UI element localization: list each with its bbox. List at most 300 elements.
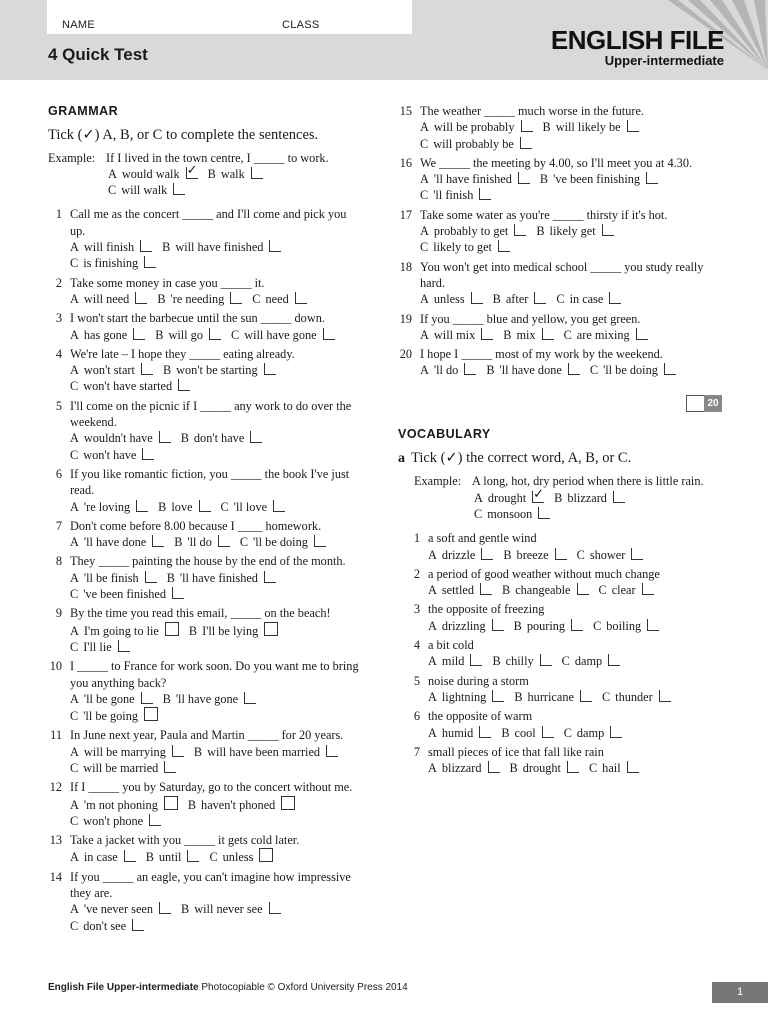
question-options <box>420 119 730 152</box>
footer-book-title: English File Upper-intermediate <box>48 982 199 993</box>
option-letter: C <box>598 583 607 598</box>
tick-box[interactable] <box>264 571 276 583</box>
answer-option <box>231 328 335 342</box>
question-options <box>428 689 730 705</box>
tick-box[interactable] <box>627 761 639 773</box>
option-letter: C <box>420 240 429 255</box>
question-item <box>40 398 360 463</box>
question-number: 4 <box>413 638 420 653</box>
answer-option <box>70 431 171 445</box>
option-text: will finish <box>83 240 135 255</box>
question-number: 17 <box>399 207 412 222</box>
tick-box[interactable] <box>186 161 198 179</box>
tick-box[interactable] <box>199 500 211 512</box>
tick-box[interactable] <box>133 328 145 340</box>
question-text: I _____ to France for work soon. Do you want me to bring you anything back? <box>70 659 359 690</box>
tick-box[interactable] <box>470 654 482 666</box>
tick-box[interactable] <box>141 363 153 375</box>
question-item <box>390 346 730 379</box>
option-text: 'll do <box>433 363 459 378</box>
tick-box[interactable] <box>481 548 493 560</box>
option-text: will need <box>83 291 130 306</box>
option-text: will walk <box>121 183 168 198</box>
tick-box[interactable] <box>514 224 526 236</box>
option-letter: C <box>70 918 79 933</box>
tick-box[interactable] <box>471 292 483 304</box>
answer-option <box>70 709 158 723</box>
tick-box[interactable] <box>642 583 654 595</box>
option-letter: B <box>492 654 501 669</box>
option-text: will be married <box>83 760 159 775</box>
tick-box[interactable] <box>251 167 263 179</box>
answer-option <box>420 328 493 342</box>
tick-box[interactable] <box>269 902 281 914</box>
answer-option <box>502 583 589 597</box>
question-options <box>420 291 730 307</box>
tick-box[interactable] <box>173 183 185 195</box>
answer-option <box>420 188 491 202</box>
question-options <box>70 499 360 515</box>
answer-option <box>189 624 278 638</box>
option-letter: B <box>207 166 216 181</box>
answer-option <box>70 745 184 759</box>
answer-option <box>70 640 130 654</box>
tick-box[interactable] <box>571 619 583 631</box>
question-item <box>40 310 360 343</box>
tick-box[interactable] <box>567 761 579 773</box>
question-options <box>70 362 360 395</box>
tick-box[interactable] <box>540 654 552 666</box>
option-letter: B <box>542 120 551 135</box>
tick-box[interactable] <box>532 485 545 503</box>
tick-box[interactable] <box>480 583 492 595</box>
answer-option <box>181 431 263 445</box>
tick-box[interactable] <box>492 690 504 702</box>
option-letter: B <box>492 292 501 307</box>
option-letter: A <box>70 902 79 917</box>
question-options <box>70 534 360 550</box>
answer-option <box>70 692 153 706</box>
tick-box[interactable] <box>580 690 592 702</box>
answer-option <box>70 256 156 270</box>
tick-box[interactable] <box>144 256 156 268</box>
tick-box[interactable] <box>187 850 199 862</box>
option-text: 're loving <box>83 499 131 514</box>
tick-box[interactable] <box>479 188 491 200</box>
question-number: 2 <box>55 275 62 290</box>
question-text: noise during a storm <box>428 673 529 688</box>
tick-box[interactable] <box>172 745 184 757</box>
answer-option <box>428 548 493 562</box>
tick-box[interactable] <box>627 120 639 132</box>
vocabulary-question-list <box>398 530 730 776</box>
answer-option <box>493 292 547 306</box>
option-letter: B <box>188 623 198 638</box>
option-letter: C <box>589 363 599 378</box>
option-text: 'll have gone <box>175 691 239 706</box>
answer-option <box>70 587 184 601</box>
tick-box[interactable] <box>538 507 550 519</box>
tick-box[interactable] <box>165 622 179 636</box>
option-text: 'll be gone <box>83 691 135 706</box>
tick-box[interactable] <box>659 690 671 702</box>
question-item <box>398 601 730 634</box>
tick-box[interactable] <box>273 500 285 512</box>
tick-box[interactable] <box>646 172 658 184</box>
question-item <box>398 530 730 563</box>
answer-option <box>420 292 483 306</box>
option-text: won't phone <box>83 813 144 828</box>
option-text: are mixing <box>576 327 630 342</box>
question-text: You won't get into medical school _____ you study really hard. <box>420 259 704 290</box>
option-letter: B <box>174 535 183 550</box>
name-class-bar <box>47 0 412 34</box>
question-item <box>398 566 730 599</box>
answer-option <box>221 500 286 514</box>
option-text: drizzle <box>441 547 476 562</box>
answer-option <box>514 690 592 704</box>
tick-box[interactable] <box>264 622 278 636</box>
option-letter: C <box>588 761 598 776</box>
tick-box[interactable] <box>159 902 171 914</box>
question-text: Take some water as you're _____ thirsty if it's hot. <box>420 207 668 222</box>
tick-box[interactable] <box>664 363 676 375</box>
question-item <box>390 155 730 204</box>
option-text: breeze <box>516 547 549 562</box>
option-letter: A <box>70 623 79 638</box>
option-letter: B <box>509 761 518 776</box>
tick-box[interactable] <box>145 571 157 583</box>
question-item <box>40 605 360 655</box>
question-options <box>70 691 360 725</box>
option-letter: A <box>420 172 429 187</box>
tick-box[interactable] <box>488 761 500 773</box>
tick-box[interactable] <box>164 796 178 810</box>
tick-box[interactable] <box>464 363 476 375</box>
tick-box[interactable] <box>218 535 230 547</box>
question-number: 5 <box>55 398 62 413</box>
question-text: By the time you read this email, _____ on the beach! <box>70 606 331 621</box>
tick-box[interactable] <box>602 224 614 236</box>
option-text: lightning <box>441 689 487 704</box>
option-letter: C <box>70 709 79 724</box>
question-number: 16 <box>399 155 412 170</box>
answer-option <box>174 535 230 549</box>
question-text: They _____ painting the house by the end of the month. <box>70 554 346 569</box>
option-letter: A <box>428 583 437 598</box>
tick-box[interactable] <box>631 548 643 560</box>
answer-option <box>577 548 644 562</box>
tick-box[interactable] <box>326 745 338 757</box>
vocab-example-label: Example: <box>414 474 462 489</box>
tick-box[interactable] <box>164 761 176 773</box>
option-letter: C <box>70 256 79 271</box>
option-letter: B <box>162 240 171 255</box>
option-letter: A <box>70 535 79 550</box>
option-letter: C <box>230 327 240 342</box>
score-total: 20 <box>704 395 722 412</box>
tick-box[interactable] <box>481 328 493 340</box>
question-text: I'll come on the picnic if I _____ any work to do over the weekend. <box>70 398 352 430</box>
tick-box[interactable] <box>178 379 190 391</box>
question-text: The weather _____ much worse in the future. <box>420 104 645 118</box>
option-letter: C <box>70 813 79 828</box>
question-text: In June next year, Paula and Martin _____ for 20 years. <box>70 728 344 743</box>
question-text: Take some money in case you _____ it. <box>70 275 265 290</box>
question-number: 10 <box>49 659 62 674</box>
option-text: unless <box>433 292 465 307</box>
tick-mark-icon: ✓ <box>186 161 198 177</box>
question-text: If you like romantic fiction, you _____ the book I've just read. <box>70 466 350 498</box>
answer-option <box>108 161 198 181</box>
option-letter: C <box>70 639 79 654</box>
answer-option <box>503 548 566 562</box>
vocab-example-options <box>472 485 730 523</box>
question-options <box>428 760 730 776</box>
tick-box[interactable] <box>118 640 130 652</box>
tick-box[interactable] <box>577 583 589 595</box>
answer-option <box>209 850 273 864</box>
option-letter: C <box>252 291 261 306</box>
option-letter: C <box>70 447 79 462</box>
tick-box[interactable] <box>140 240 152 252</box>
tick-box[interactable] <box>144 707 158 721</box>
answer-option <box>474 485 545 505</box>
answer-option <box>420 172 530 186</box>
tick-box[interactable] <box>568 363 580 375</box>
option-text: 'll have finished <box>179 570 258 585</box>
question-number: 6 <box>55 466 62 481</box>
tick-box[interactable] <box>647 619 659 631</box>
question-item <box>398 744 730 777</box>
option-letter: B <box>536 224 545 239</box>
option-letter: A <box>70 570 79 585</box>
option-text: damp <box>576 725 605 740</box>
tick-box[interactable] <box>521 120 533 132</box>
question-number: 7 <box>413 744 420 759</box>
option-letter: A <box>70 744 79 759</box>
question-number: 1 <box>413 531 420 546</box>
question-item <box>40 658 360 724</box>
tick-box[interactable] <box>141 692 153 704</box>
answer-option <box>70 814 161 828</box>
vocab-example-text: A long, hot, dry period when there is little rain. <box>472 474 704 489</box>
class-label: CLASS <box>282 19 320 31</box>
option-letter: B <box>503 327 512 342</box>
grammar-example <box>48 150 360 199</box>
question-item <box>40 779 360 829</box>
option-text: shower <box>589 547 626 562</box>
tick-box[interactable] <box>479 726 491 738</box>
tick-box[interactable] <box>492 619 504 631</box>
question-item <box>390 259 730 308</box>
option-text: until <box>158 850 182 865</box>
option-text: has gone <box>83 327 128 342</box>
tick-box[interactable] <box>149 814 161 826</box>
answer-option <box>486 363 580 377</box>
tick-box[interactable] <box>124 850 136 862</box>
option-text: won't have started <box>83 379 173 394</box>
option-letter: A <box>420 363 429 378</box>
option-text: clear <box>611 583 636 598</box>
option-text: 'll do <box>187 535 212 550</box>
option-text: 've been finishing <box>553 172 641 187</box>
footer-copyright: Photocopiable © Oxford University Press 2014 <box>201 982 408 993</box>
tick-box[interactable] <box>259 848 273 862</box>
option-letter: B <box>503 547 512 562</box>
option-letter: C <box>593 618 602 633</box>
answer-option <box>543 120 639 134</box>
tick-box[interactable] <box>172 587 184 599</box>
answer-option <box>70 240 152 254</box>
tick-box[interactable] <box>209 328 221 340</box>
tick-box[interactable] <box>295 292 307 304</box>
tick-box[interactable] <box>518 172 530 184</box>
answer-option <box>163 692 257 706</box>
option-text: will go <box>168 327 203 342</box>
option-text: mild <box>441 654 465 669</box>
tick-box[interactable] <box>534 292 546 304</box>
tick-box[interactable] <box>142 448 154 460</box>
question-number: 5 <box>413 673 420 688</box>
answer-option <box>181 902 281 916</box>
question-item <box>40 869 360 934</box>
question-options <box>70 744 360 777</box>
question-number: 20 <box>399 347 412 362</box>
option-letter: C <box>601 689 611 704</box>
option-text: I'm going to lie <box>83 623 159 638</box>
grammar-instruction: Tick (✓) A, B, or C to complete the sentences. <box>48 127 319 144</box>
answer-option <box>420 120 533 134</box>
option-letter: A <box>108 166 117 181</box>
tick-box[interactable] <box>250 431 262 443</box>
option-letter: A <box>70 797 79 812</box>
question-text: I hope I _____ most of my work by the weekend. <box>420 347 663 362</box>
option-text: will probably be <box>433 136 514 151</box>
tick-box[interactable] <box>244 692 256 704</box>
option-letter: B <box>193 744 203 759</box>
option-text: thunder <box>615 689 653 704</box>
tick-box[interactable] <box>264 363 276 375</box>
answer-option <box>108 183 185 197</box>
question-item <box>40 832 360 866</box>
option-text: blizzard <box>567 490 607 505</box>
tick-box[interactable] <box>520 137 532 149</box>
answer-option <box>428 583 492 597</box>
answer-option <box>420 224 526 238</box>
answer-option <box>70 624 179 638</box>
option-text: 'll be doing <box>253 535 308 550</box>
option-letter: C <box>70 760 79 775</box>
example-label: Example: <box>48 150 96 165</box>
answer-option <box>70 500 148 514</box>
option-text: 've never seen <box>83 902 154 917</box>
option-text: will never see <box>194 902 263 917</box>
answer-option <box>503 328 553 342</box>
answer-option <box>162 240 281 254</box>
question-options <box>428 547 730 563</box>
answer-option <box>589 761 639 775</box>
question-item <box>40 346 360 395</box>
option-text: don't have <box>193 431 245 446</box>
option-letter: B <box>145 850 154 865</box>
option-text: drought <box>487 490 527 505</box>
tick-box[interactable] <box>613 491 625 503</box>
option-text: will mix <box>433 327 476 342</box>
tick-box[interactable] <box>610 726 622 738</box>
footer <box>48 982 408 993</box>
tick-box[interactable] <box>281 796 295 810</box>
question-number: 6 <box>413 709 420 724</box>
tick-box[interactable] <box>542 726 554 738</box>
score-entry-box[interactable] <box>686 395 704 412</box>
option-text: will have gone <box>244 327 317 342</box>
question-text: Call me as the concert _____ and I'll come and pick you up. <box>70 207 347 238</box>
question-number: 1 <box>55 207 62 222</box>
question-options <box>70 796 360 830</box>
option-letter: A <box>70 363 79 378</box>
tick-box[interactable] <box>136 500 148 512</box>
tick-box[interactable] <box>323 328 335 340</box>
option-text: I'll lie <box>83 639 112 654</box>
answer-option <box>554 491 625 505</box>
tick-box[interactable] <box>269 240 281 252</box>
brand-subtitle: Upper-intermediate <box>604 53 724 68</box>
brand-title: ENGLISH FILE <box>550 25 724 55</box>
option-letter: B <box>166 570 175 585</box>
tick-box[interactable] <box>608 654 620 666</box>
grammar-score <box>686 395 722 412</box>
question-item <box>40 553 360 602</box>
option-letter: B <box>501 725 510 740</box>
tick-box[interactable] <box>314 535 326 547</box>
option-letter: B <box>180 431 189 446</box>
option-letter: A <box>428 547 437 562</box>
answer-option <box>70 919 144 933</box>
option-text: need <box>265 291 289 306</box>
grammar-title: GRAMMAR <box>48 104 119 118</box>
option-letter: C <box>420 188 429 203</box>
tick-box[interactable] <box>152 535 164 547</box>
answer-option <box>599 583 654 597</box>
tick-box[interactable] <box>498 240 510 252</box>
option-letter: C <box>420 136 429 151</box>
tick-box[interactable] <box>636 328 648 340</box>
question-number: 14 <box>49 869 62 884</box>
option-text: 'll have done <box>83 535 147 550</box>
tick-box[interactable] <box>542 328 554 340</box>
option-text: is finishing <box>83 256 139 271</box>
option-letter: C <box>561 654 570 669</box>
tick-box[interactable] <box>609 292 621 304</box>
question-number: 7 <box>55 518 62 533</box>
tick-box[interactable] <box>230 292 242 304</box>
option-text: 're needing <box>170 291 225 306</box>
option-letter: A <box>428 618 437 633</box>
option-letter: B <box>155 327 164 342</box>
option-letter: A <box>70 240 79 255</box>
vocabulary-instruction <box>398 450 730 467</box>
tick-box[interactable] <box>159 431 171 443</box>
answer-option <box>593 619 659 633</box>
tick-box[interactable] <box>132 919 144 931</box>
answer-option <box>540 172 658 186</box>
tick-box[interactable] <box>135 292 147 304</box>
option-letter: B <box>181 902 190 917</box>
question-item <box>398 673 730 706</box>
tick-box[interactable] <box>555 548 567 560</box>
question-text: the opposite of warm <box>428 709 533 724</box>
